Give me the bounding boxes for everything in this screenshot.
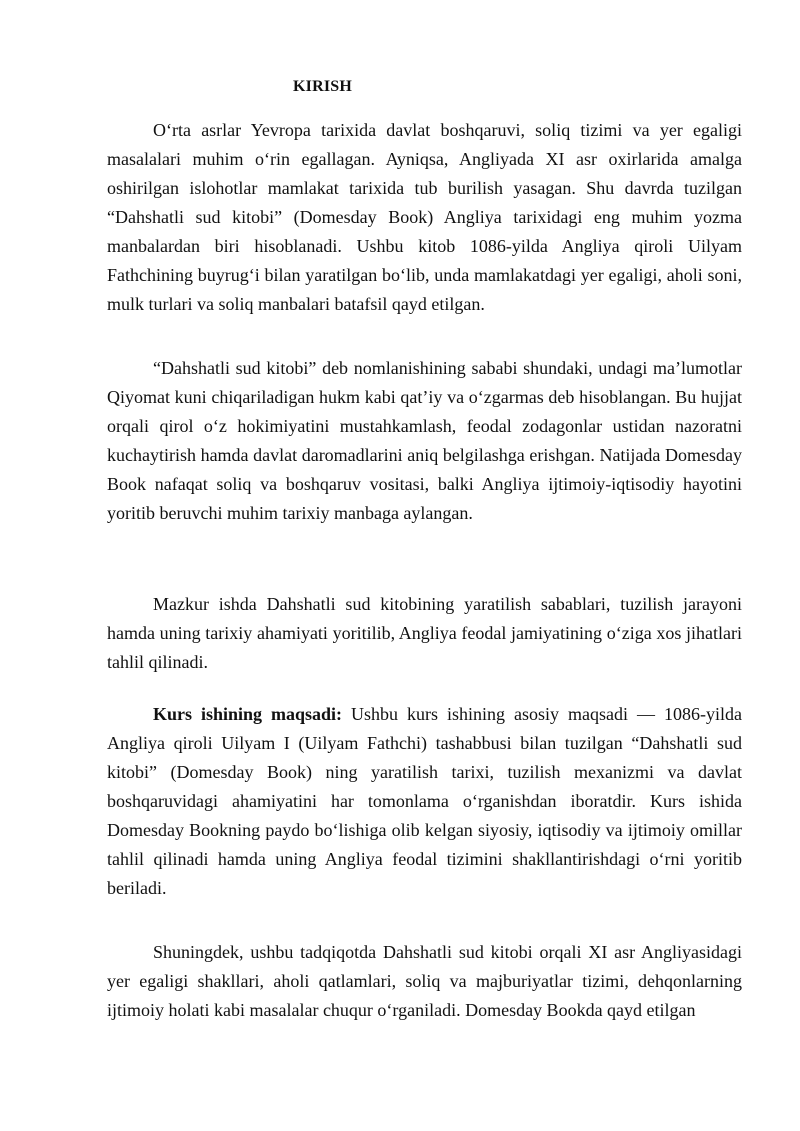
paragraph-1: O‘rta asrlar Yevropa tarixida davlat boshqaruvi, soliq tizimi va yer egaligi masalalari muhim o‘rin egallagan. Ayniqsa, Angliyada XI asr oxirlarida amalga oshirilgan islohotlar mamlakat tarixida tub burilish yasagan. Shu davrda tuzilgan “Dahshatli sud kitobi” (Domesday Book) Angliya tarixidagi eng muhim yozma manbalardan biri hisoblanadi. Ushbu kitob 1086-yilda Angliya qiroli Uilyam Fathchining buyrug‘i bilan yaratilgan bo‘lib, unda mamlakatdagi yer egaligi, aholi soni, mulk turlari va soliq manbalari batafsil qayd etilgan. (107, 120, 742, 314)
paragraph-lead-label: Kurs ishining maqsadi: (153, 704, 343, 724)
paragraph-3: Mazkur ishda Dahshatli sud kitobining yaratilish sabablari, tuzilish jarayoni hamda uning tarixiy ahamiyati yoritilib, Angliya feodal jamiyatining o‘ziga xos jihatlari tahlil qilinadi. (107, 594, 742, 672)
paragraph-5: Shuningdek, ushbu tadqiqotda Dahshatli sud kitobi orqali XI asr Angliyasidagi yer egaligi shakllari, aholi qatlamlari, soliq va majburiyatlar tizimi, dehqonlarning ijtimoiy holati kabi masalalar chuqur o‘rganiladi. Domesday Bookda qayd etilgan (107, 942, 742, 1020)
paragraph-4-text: Ushbu kurs ishining asosiy maqsadi — 1086-yilda Angliya qiroli Uilyam I (Uilyam Fathchi) tashabbusi bilan tuzilgan “Dahshatli sud kitobi” (Domesday Book) ning yaratilish tarixi, tuzilish mexanizmi va davlat boshqaruvidagi ahamiyatini har tomonlama o‘rganishdan iboratdir. Kurs ishida Domesday Bookning paydo bo‘lishiga olib kelgan siyosiy, iqtisodiy va ijtimoiy omillar tahlil qilinadi hamda uning Angliya feodal tizimini shakllantirishdagi o‘rni yoritib beriladi. (107, 704, 743, 898)
section-heading: KIRISH (293, 78, 352, 95)
paragraph-2: “Dahshatli sud kitobi” deb nomlanishining sababi shundaki, undagi ma’lumotlar Qiyomat kuni chiqariladigan hukm kabi qat’iy va o‘zgarmas deb hisoblangan. Bu hujjat orqali qirol o‘z hokimiyatini mustahkamlash, feodal zodagonlar ustidan nazoratni kuchaytirish hamda davlat daromadlarini aniq belgilashga erishgan. Natijada Domesday Book nafaqat soliq va boshqaruv vositasi, balki Angliya ijtimoiy-iqtisodiy hayotini yoritib beruvchi muhim tarixiy manbaga aylangan. (107, 358, 742, 523)
paragraph-4 (107, 700, 742, 903)
